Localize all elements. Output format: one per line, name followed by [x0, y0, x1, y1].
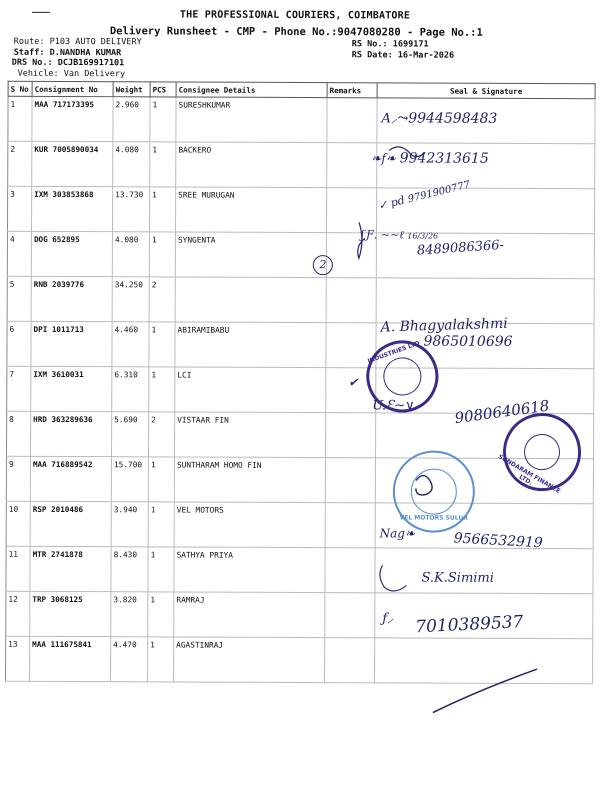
row-consignment: MTR 2741878	[30, 546, 111, 591]
signature-row7: ✔	[348, 375, 359, 390]
route-label: Route: P103 AUTO DELIVERY	[13, 36, 142, 48]
row-remarks	[327, 98, 377, 143]
row-consignee: SATHYA PRIYA	[174, 547, 325, 593]
row-pcs: 2	[149, 412, 175, 457]
signature-row4: ʃ Ƒ. ∼∼ℓ 16/3/26	[360, 228, 439, 242]
row-consignee: VISTAAR FIN	[175, 412, 326, 458]
row-consignment: IXM 303853868	[31, 186, 112, 231]
row-sno: 13	[6, 636, 30, 681]
row-pcs: 1	[148, 457, 174, 502]
stamp-text-sundaram: SUNDARAM FINANCE LTD.	[496, 453, 562, 495]
phone-row3: 9791900777	[406, 179, 472, 206]
row-sno: 3	[7, 186, 31, 231]
row-pcs: 1	[149, 322, 175, 367]
row-weight: 2.960	[113, 97, 150, 142]
row-consignment: DPI 1011713	[31, 321, 112, 366]
row-sno: 1	[8, 96, 32, 141]
row-weight: 4.470	[111, 637, 148, 682]
col-weight: Weight	[113, 82, 150, 97]
row-consignee: SUNTHARAM HOMO FIN	[174, 457, 325, 503]
row-weight: 4.080	[113, 142, 150, 187]
row-weight: 8.430	[111, 547, 148, 592]
row-remarks	[327, 143, 377, 188]
row-sno: 6	[7, 321, 31, 366]
row-weight: 34.250	[112, 277, 149, 322]
row-consignment: HRD 363289636	[31, 411, 112, 456]
row-consignee: SYNGENTA	[175, 232, 326, 278]
signature-row13: ƒ⸝	[382, 611, 394, 627]
row-consignment: MAA 111675841	[30, 636, 111, 681]
row-remarks	[325, 638, 375, 683]
row-consignment: DOG 652895	[31, 231, 112, 276]
remark-row5: 2	[313, 255, 333, 275]
row-remarks	[326, 188, 376, 233]
row-remarks	[326, 413, 376, 458]
table-row	[8, 96, 595, 144]
signature-row3: ✓ pd 9791900777	[376, 179, 472, 213]
row-sno: 4	[7, 231, 31, 276]
col-pcs: PCS	[150, 82, 176, 97]
row-pcs: 2	[149, 277, 175, 322]
stamp-text-industries: INDUSTRIES LTD	[366, 339, 421, 366]
row-pcs: 1	[148, 637, 174, 682]
runsheet-title: Delivery Runsheet - CMP - Phone No.:9047080280 - Page No.:1	[109, 25, 483, 39]
row-consignment: TRP 3068125	[30, 591, 111, 636]
row-remarks	[325, 593, 375, 638]
delivery-table	[5, 81, 596, 685]
row-pcs: 1	[148, 502, 174, 547]
phone-row8: 9080640618	[453, 396, 551, 428]
row-pcs: 1	[148, 592, 174, 637]
col-consignment: Consignment No	[32, 81, 113, 96]
phone-row13: 7010389537	[414, 612, 524, 638]
phone-row11: 9566532919	[453, 530, 544, 552]
phone-row2: 9942313615	[399, 150, 489, 167]
phone-row6: 9865010696	[423, 333, 513, 350]
row-consignment: KUR 7005890034	[32, 141, 113, 186]
row-consignment: RSP 2010486	[30, 501, 111, 546]
row-remarks	[326, 278, 376, 323]
row-consignee: BACKERO	[176, 142, 327, 188]
row-consignment: MAA 717173395	[32, 96, 113, 141]
company-name: THE PROFESSIONAL COURIERS, COIMBATORE	[179, 9, 411, 22]
row-weight: 4.460	[112, 322, 149, 367]
top-mark	[32, 12, 50, 13]
signature-name-row6: A. Bhagyalakshmi	[380, 315, 508, 336]
row-sno: 2	[8, 141, 32, 186]
row-weight: 3.940	[111, 502, 148, 547]
table-row	[7, 186, 594, 234]
row-remarks	[325, 458, 375, 503]
table-row	[6, 636, 593, 684]
table-row	[8, 141, 595, 189]
drs-label: DRS No.: DCJB169917101	[11, 57, 125, 69]
row-signature	[375, 638, 593, 684]
row-sno: 7	[7, 366, 31, 411]
signature-row11: Nag❧	[379, 526, 416, 541]
vel-motors-stamp	[393, 450, 475, 532]
row-sno: 8	[7, 411, 31, 456]
row-consignee: SREE MURUGAN	[175, 187, 326, 233]
phone-row1: 9944598483	[408, 110, 498, 127]
row-consignee: ABIRAMIBABU	[175, 322, 326, 368]
row-sno: 11	[6, 546, 30, 591]
row-weight: 3.820	[111, 592, 148, 637]
row-consignment: IXM 3610031	[31, 366, 112, 411]
vehicle-label: Vehicle: Van Delivery	[17, 68, 126, 80]
row-weight: 13.730	[112, 187, 149, 232]
row-consignee: VEL MOTORS	[174, 502, 325, 548]
row-pcs: 1	[150, 142, 176, 187]
row-pcs: 1	[148, 547, 174, 592]
row-sno: 9	[6, 456, 30, 501]
row-weight: 15.700	[111, 457, 148, 502]
row-consignee: RAMRAJ	[174, 592, 325, 638]
stamp-text-vel-motors: VEL MOTORS SULUR	[399, 514, 468, 522]
row-consignee: AGASTINRAJ	[174, 637, 325, 683]
table-row	[7, 231, 594, 279]
staff-label: Staff: D.NANDHA KUMAR	[13, 47, 122, 59]
row-remarks	[325, 503, 375, 548]
col-remarks: Remarks	[327, 83, 377, 98]
row-pcs: 1	[149, 367, 175, 412]
row-weight: 4.080	[112, 232, 149, 277]
row-consignee: SURESHKUMAR	[176, 97, 327, 143]
row-pcs: 1	[150, 97, 176, 142]
row-pcs: 1	[149, 187, 175, 232]
col-seal-signature: Seal & Signature	[377, 83, 595, 99]
row-consignee: LCI	[175, 367, 326, 413]
signature-name-row12: S.K.Simimi	[421, 570, 494, 586]
row-weight: 5.690	[112, 412, 149, 457]
row-remarks	[325, 548, 375, 593]
phone-row4: 8489086366-	[416, 237, 505, 259]
col-sno: S No	[8, 81, 32, 96]
date-row4: 16/3/26	[407, 231, 439, 241]
row-consignee	[175, 277, 326, 323]
row-consignment: RNB 2039776	[31, 276, 112, 321]
signature-row2: ❧𝑓❧ 9942313615	[371, 150, 489, 167]
rs-date: RS Date: 16-Mar-2026	[351, 50, 455, 61]
row-sno: 5	[7, 276, 31, 321]
rs-number: RS No.: 1699171	[351, 39, 429, 50]
row-pcs: 1	[149, 232, 175, 277]
signature-row8: U.Ɛ∼∨	[372, 398, 415, 414]
row-consignment: MAA 716889542	[30, 456, 111, 501]
table-row	[6, 546, 593, 594]
row-sno: 12	[6, 591, 30, 636]
col-consignee: Consignee Details	[176, 82, 327, 98]
row-weight: 6.310	[112, 367, 149, 412]
row-sno: 10	[6, 501, 30, 546]
signature-row1: A⸝⤳9944598483	[381, 110, 498, 127]
